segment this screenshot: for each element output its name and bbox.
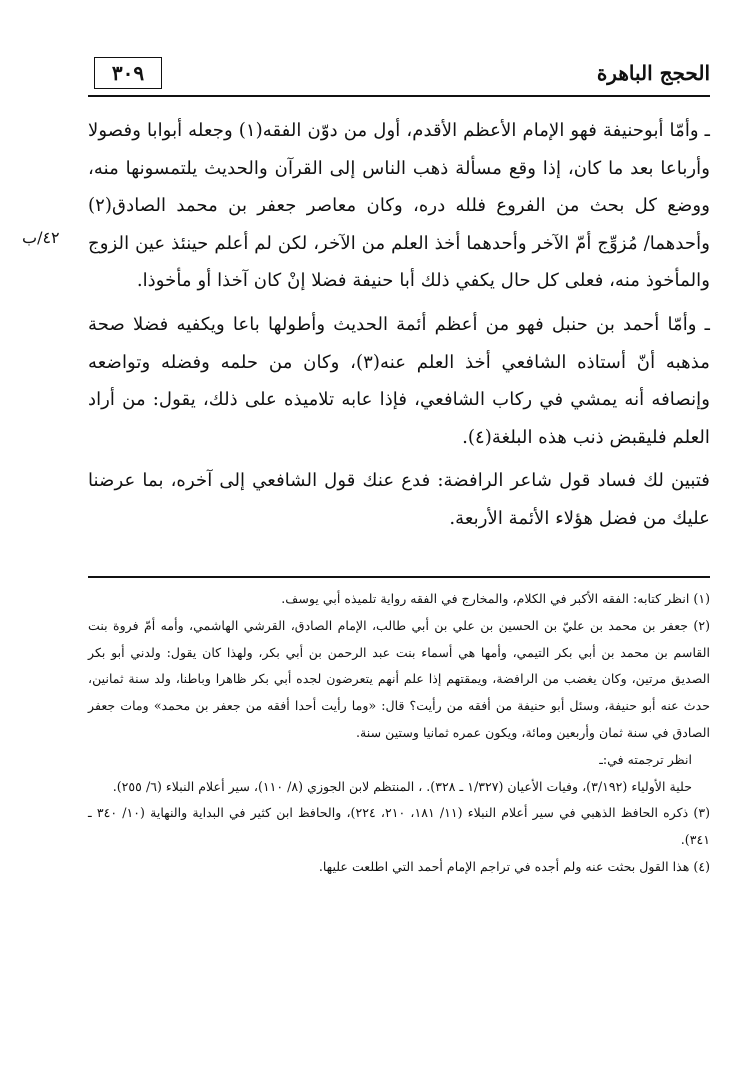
footnote-1: (١) انظر كتابه: الفقه الأكبر في الكلام، والمخارج في الفقه رواية تلميذه أبي يوسف.	[281, 591, 710, 606]
page-header	[88, 55, 710, 97]
footnote-separator	[88, 576, 710, 578]
manuscript-folio-note: ٤٢/ب	[22, 228, 60, 247]
main-text	[88, 112, 710, 538]
paragraph-conclusion: فتبين لك فساد قول شاعر الرافضة: فدع عنك قول الشافعي إلى آخره، بما عرضنا عليك من فضل هؤلاء الأئمة الأربعة.	[88, 470, 710, 529]
footnote-2-see-also: انظر ترجمته في:ـ	[599, 751, 692, 767]
page-number-box: ٣٠٩	[94, 57, 162, 89]
running-title: الحجج الباهرة	[596, 61, 710, 85]
footnote-4: (٤) هذا القول بحثت عنه ولم أجده في تراجم الإمام أحمد التي اطلعت عليها.	[318, 858, 710, 874]
footnotes	[88, 586, 710, 881]
paragraph-ahmad-ibn-hanbal: ـ وأمّا أحمد بن حنبل فهو من أعظم أئمة الحديث وأطولها باعا ويكفيه فضلا صحة مذهبه أنّ أستاذه الشافعي أخذ العلم عنه(٣)، وكان من حلمه وفضله وتواضعه وإنصافه أنه يمشي في ركاب الشافعي، فإذا عابه تلاميذه على ذلك، يقول: من أراد العلم فليقبض ذنب هذه البلغة(٤).	[88, 313, 710, 448]
footnote-3: (٣) ذكره الحافظ الذهبي في سير أعلام النبلاء (١١/ ١٨١، ٢١٠، ٢٢٤)، والحافظ ابن كثير في البداية والنهاية (١٠/ ٣٤٠ ـ ٣٤١).	[88, 805, 711, 848]
footnote-2: (٢) جعفر بن محمد بن عليّ بن الحسين بن علي بن أبي طالب، الإمام الصادق، القرشي الهاشمي، وأمه أمّ فروة بنت القاسم بن محمد بن أبي بكر التيمي، وأمها هي أسماء بنت عبد الرحمن بن أبي بكر، ولهذا كان يقول: ولدني أبو بكر الصديق مرتين، وكان يغضب من الرافضة، ويمقتهم إذا علم أنهم يتعرضون لجده أبي بكر ظاهرا وباطنا، ولد سنة ثمانين، حدث عنه أبو حنيفة، وسئل أبو حنيفة من أفقه من رأيت؟ قال: «وما رأيت أحدا أفقه من جعفر بن محمد» ومات جعفر الصادق في سنة ثمان وأربعين ومائة، ويكون عمره ثمانيا وستين سنة.	[88, 617, 710, 740]
paragraph-abu-hanifa: ـ وأمّا أبوحنيفة فهو الإمام الأعظم الأقدم، أول من دوّن الفقه(١) وجعله أبوابا وفصولا وأرباعا بعد ما كان، إذا وقع مسألة ذهب الناس إلى القرآن والحديث يلتمسونها منه، ووضع كل بحث من الفروع فلله دره، وكان معاصر جعفر بن محمد الصادق(٢) وأحدهما/ مُزوِّج أمّ الآخر وأحدهما أخذ العلم من الآخر، لكن لم أعلم حينئذ عين الزوج والمأخوذ منه، فعلى كل حال يكفي ذلك أبا حنيفة فضلا إنْ كان آخذا أو مأخوذا.	[88, 120, 711, 292]
footnote-2-sources: حلية الأولياء (٣/١٩٢)، وفيات الأعيان (١/٣٢٧ ـ ٣٢٨). ، المنتظم لابن الجوزي (٨/ ١١٠)، سير أعلام النبلاء (٦/ ٢٥٥).	[112, 778, 692, 794]
